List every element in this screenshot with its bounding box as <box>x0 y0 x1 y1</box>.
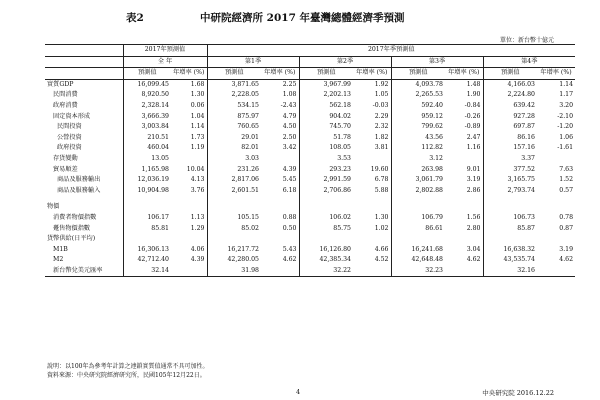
cell-growth <box>171 234 207 245</box>
cell-value: 562.18 <box>299 101 353 112</box>
cell-value: 3,967.99 <box>299 79 353 90</box>
cell-growth: 0.78 <box>559 213 574 221</box>
cell-value: 86.61 <box>391 224 445 235</box>
cell-growth: 1.04 <box>190 112 205 120</box>
cell-value: 927.28 <box>483 112 537 123</box>
cell-value: 32.23 <box>391 266 445 277</box>
cell-value: 112.82 <box>391 143 445 154</box>
table-row <box>45 122 575 133</box>
cell-growth: -2.10 <box>557 112 574 120</box>
cell-value: 460.04 <box>123 143 171 154</box>
table-number: 表2 <box>126 12 144 24</box>
cell-growth: -0.89 <box>464 123 481 131</box>
notes <box>47 363 208 380</box>
cell-growth: 4.62 <box>282 256 297 264</box>
footer-source: 中央研究院 2016.12.22 <box>482 389 554 397</box>
subheader-growth: 年增率 (%) <box>537 68 575 80</box>
cell-value <box>391 234 445 245</box>
cell-growth <box>171 202 207 213</box>
cell-value: 959.12 <box>391 112 445 123</box>
row-label: 貿易順差 <box>53 165 78 173</box>
cell-growth: -2.43 <box>280 101 297 109</box>
row-label: 政府投資 <box>57 144 82 152</box>
cell-growth: 4.39 <box>282 165 297 173</box>
cell-value: 875.97 <box>207 112 261 123</box>
cell-value: 293.23 <box>299 165 353 176</box>
row-label: 商品及服務輸入 <box>57 186 101 194</box>
cell-value: 592.40 <box>391 101 445 112</box>
row-label: 物價 <box>47 203 60 211</box>
cell-value: 85.87 <box>483 224 537 235</box>
cell-growth: 1.16 <box>466 144 481 152</box>
cell-value: 42,648.48 <box>391 255 445 266</box>
cell-growth: 5.88 <box>374 186 389 194</box>
row-label: 貨幣供給(日平均) <box>47 235 96 243</box>
subheader-value: 預測值 <box>123 68 171 80</box>
cell-value: 42,280.05 <box>207 255 261 266</box>
cell-value: 16,241.68 <box>391 245 445 256</box>
cell-growth: 4.39 <box>190 256 205 264</box>
cell-growth <box>353 266 391 277</box>
cell-growth <box>353 202 391 213</box>
cell-value: 106.79 <box>391 213 445 224</box>
cell-growth: 0.50 <box>282 224 297 232</box>
title-row <box>0 10 600 26</box>
cell-growth: 7.63 <box>559 165 574 173</box>
subheader-value: 預測值 <box>207 68 261 80</box>
cell-value: 43,535.74 <box>483 255 537 266</box>
cell-growth: 4.62 <box>466 256 481 264</box>
cell-value: 2,601.51 <box>207 186 261 197</box>
table-row <box>45 133 575 144</box>
cell-value: 16,638.32 <box>483 245 537 256</box>
cell-growth: 1.68 <box>190 80 205 88</box>
cell-growth: 1.48 <box>466 80 481 88</box>
cell-value: 3.12 <box>391 154 445 165</box>
table-row <box>45 154 575 165</box>
cell-value: 4,166.03 <box>483 79 537 90</box>
unit-note: 單位：新台幣十億元 <box>499 37 554 44</box>
header-annual: 全 年 <box>123 56 207 68</box>
subheader-value: 預測值 <box>483 68 537 80</box>
cell-value: 31.98 <box>207 266 261 277</box>
cell-value: 3,165.75 <box>483 175 537 186</box>
cell-value: 231.26 <box>207 165 261 176</box>
cell-value: 2,706.86 <box>299 186 353 197</box>
cell-value <box>207 202 261 213</box>
row-label: 新台幣兌美元匯率 <box>45 266 123 277</box>
table-row <box>45 266 575 277</box>
subheader-value: 預測值 <box>391 68 445 80</box>
cell-growth: -1.61 <box>557 144 574 152</box>
cell-growth: 1.92 <box>374 80 389 88</box>
table-row <box>45 224 575 235</box>
table-row <box>45 245 575 256</box>
cell-growth: 2.47 <box>466 133 481 141</box>
header-quarter-group: 2017年季預測值 <box>207 45 575 57</box>
cell-growth: 1.14 <box>559 80 574 88</box>
header-blank <box>45 45 123 57</box>
cell-growth <box>171 266 207 277</box>
cell-growth: 3.19 <box>466 176 481 184</box>
cell-value <box>299 202 353 213</box>
row-label: 民間投資 <box>57 123 82 131</box>
cell-growth <box>261 234 299 245</box>
table-row <box>45 79 575 90</box>
cell-growth: -1.20 <box>557 123 574 131</box>
cell-value: 13.05 <box>123 154 171 165</box>
cell-growth: 6.18 <box>282 186 297 194</box>
cell-value: 8,920.50 <box>123 90 171 101</box>
cell-value: 10,904.98 <box>123 186 171 197</box>
cell-value: 904.02 <box>299 112 353 123</box>
cell-value: 16,306.13 <box>123 245 171 256</box>
cell-value: 32.14 <box>123 266 171 277</box>
cell-growth <box>445 154 483 165</box>
cell-growth: -0.03 <box>372 101 389 109</box>
cell-growth: 3.04 <box>466 245 481 253</box>
cell-value: 29.01 <box>207 133 261 144</box>
cell-growth <box>537 154 575 165</box>
cell-value: 3,666.39 <box>123 112 171 123</box>
row-label: 躉售物價指數 <box>53 224 91 232</box>
cell-value: 85.75 <box>299 224 353 235</box>
cell-growth: 1.30 <box>190 91 205 99</box>
cell-growth: 0.06 <box>190 101 205 109</box>
cell-growth: 1.29 <box>190 224 205 232</box>
cell-value: 3.03 <box>207 154 261 165</box>
cell-growth: 3.20 <box>559 101 574 109</box>
page-number: 4 <box>296 388 301 396</box>
cell-value: 106.17 <box>123 213 171 224</box>
cell-value: 745.70 <box>299 122 353 133</box>
cell-value: 106.02 <box>299 213 353 224</box>
cell-growth: 0.57 <box>559 186 574 194</box>
header-q3: 第3季 <box>391 56 483 68</box>
cell-value: 2,793.74 <box>483 186 537 197</box>
cell-growth <box>261 266 299 277</box>
cell-value: 42,385.34 <box>299 255 353 266</box>
cell-growth: 5.43 <box>282 245 297 253</box>
cell-growth: 4.79 <box>282 112 297 120</box>
page-title: 中研院經濟所 2017 年臺灣總體經濟季預測 <box>200 12 405 24</box>
cell-value: 12,036.19 <box>123 175 171 186</box>
cell-value: 3,871.65 <box>207 79 261 90</box>
cell-value: 2,228.05 <box>207 90 261 101</box>
table-row <box>45 213 575 224</box>
cell-growth: 3.76 <box>190 186 205 194</box>
cell-value: 639.42 <box>483 101 537 112</box>
cell-value: 42,712.40 <box>123 255 171 266</box>
row-label: 民間消費 <box>53 91 78 99</box>
cell-growth <box>353 234 391 245</box>
cell-growth: 10.04 <box>186 165 205 173</box>
cell-value: 263.98 <box>391 165 445 176</box>
cell-growth: -0.26 <box>464 112 481 120</box>
cell-growth: 5.45 <box>282 176 297 184</box>
note-source: 資料來源：中央研究院經濟研究所，民國105年12月22日。 <box>47 371 206 379</box>
cell-growth: 1.30 <box>374 213 389 221</box>
cell-value: 82.01 <box>207 143 261 154</box>
cell-growth: 1.19 <box>190 144 205 152</box>
cell-growth <box>261 154 299 165</box>
cell-growth: 1.73 <box>190 133 205 141</box>
cell-growth: 4.66 <box>374 245 389 253</box>
cell-value: 2,328.14 <box>123 101 171 112</box>
cell-value: 32.16 <box>483 266 537 277</box>
cell-growth: 19.60 <box>370 165 389 173</box>
cell-value: 3.53 <box>299 154 353 165</box>
cell-value: 51.78 <box>299 133 353 144</box>
cell-growth: 2.29 <box>374 112 389 120</box>
cell-value: 3,061.79 <box>391 175 445 186</box>
cell-value: 534.15 <box>207 101 261 112</box>
cell-growth: 2.50 <box>282 133 297 141</box>
cell-value: 43.56 <box>391 133 445 144</box>
table-row <box>45 112 575 123</box>
cell-value: 2,265.53 <box>391 90 445 101</box>
cell-value: 2,817.06 <box>207 175 261 186</box>
row-label: 政府消費 <box>53 101 78 109</box>
cell-value: 32.22 <box>299 266 353 277</box>
cell-value: 16,126.80 <box>299 245 353 256</box>
cell-growth: 1.08 <box>282 91 297 99</box>
cell-value: 2,224.80 <box>483 90 537 101</box>
table-body <box>45 79 575 277</box>
cell-value: 85.81 <box>123 224 171 235</box>
cell-value: 106.73 <box>483 213 537 224</box>
row-label: M1B <box>53 245 68 253</box>
cell-value: 1,165.98 <box>123 165 171 176</box>
cell-growth: 1.90 <box>466 91 481 99</box>
subheader-growth: 年增率 (%) <box>445 68 483 80</box>
cell-value: 210.51 <box>123 133 171 144</box>
cell-growth: 4.50 <box>282 123 297 131</box>
cell-growth: 3.19 <box>559 245 574 253</box>
cell-value <box>483 234 537 245</box>
cell-growth <box>537 202 575 213</box>
cell-value <box>483 202 537 213</box>
table-row <box>45 186 575 197</box>
cell-growth: 0.87 <box>559 224 574 232</box>
table-row <box>45 165 575 176</box>
cell-growth <box>171 154 207 165</box>
cell-growth <box>353 154 391 165</box>
subheader-growth: 年增率 (%) <box>171 68 207 80</box>
cell-value: 760.65 <box>207 122 261 133</box>
cell-growth <box>445 202 483 213</box>
row-label: M2 <box>53 256 64 264</box>
cell-growth: 1.52 <box>559 176 574 184</box>
cell-value: 108.05 <box>299 143 353 154</box>
table-row <box>45 143 575 154</box>
subheader-growth: 年增率 (%) <box>353 68 391 80</box>
cell-value: 16,099.45 <box>123 79 171 90</box>
cell-value <box>123 234 171 245</box>
table-row <box>45 255 575 266</box>
cell-growth: -0.84 <box>464 101 481 109</box>
cell-growth: 2.80 <box>466 224 481 232</box>
row-label: 存貨變動 <box>53 154 78 162</box>
cell-growth <box>445 234 483 245</box>
cell-growth: 1.82 <box>374 133 389 141</box>
cell-growth: 2.25 <box>282 80 297 88</box>
cell-growth: 6.78 <box>374 176 389 184</box>
note-explanation: 說明：以100年為參考年計算之連鎖實質值通常不具可加性。 <box>47 363 209 370</box>
table-row <box>45 101 575 112</box>
cell-growth: 1.56 <box>466 213 481 221</box>
cell-value: 2,802.88 <box>391 186 445 197</box>
cell-value <box>299 234 353 245</box>
row-label: 公營投資 <box>57 133 82 141</box>
header-annual-group: 2017年預測值 <box>123 45 207 57</box>
cell-growth: 1.06 <box>559 133 574 141</box>
cell-growth: 1.05 <box>374 91 389 99</box>
subheader-value: 預測值 <box>299 68 353 80</box>
cell-growth: 1.13 <box>190 213 205 221</box>
cell-growth: 3.42 <box>282 144 297 152</box>
forecast-table <box>45 44 575 277</box>
cell-growth: 4.13 <box>190 176 205 184</box>
cell-value: 2,202.13 <box>299 90 353 101</box>
row-label: 消費者物價指數 <box>53 213 97 221</box>
header-q1: 第1季 <box>207 56 299 68</box>
cell-growth: 3.81 <box>374 144 389 152</box>
cell-value: 85.02 <box>207 224 261 235</box>
cell-value: 697.87 <box>483 122 537 133</box>
cell-growth: 1.17 <box>559 91 574 99</box>
cell-growth: 1.02 <box>374 224 389 232</box>
row-label: 實質GDP <box>47 80 74 88</box>
table-row <box>45 202 575 213</box>
header-q2: 第2季 <box>299 56 391 68</box>
subheader-growth: 年增率 (%) <box>261 68 299 80</box>
cell-growth: 4.06 <box>190 245 205 253</box>
table-row <box>45 234 575 245</box>
header-q4: 第4季 <box>483 56 575 68</box>
cell-value: 377.52 <box>483 165 537 176</box>
cell-value: 86.16 <box>483 133 537 144</box>
cell-value: 3.37 <box>483 154 537 165</box>
cell-growth: 2.86 <box>466 186 481 194</box>
cell-growth <box>445 266 483 277</box>
cell-value: 3,003.84 <box>123 122 171 133</box>
cell-value: 2,991.59 <box>299 175 353 186</box>
cell-value: 157.16 <box>483 143 537 154</box>
table-row <box>45 90 575 101</box>
cell-growth: 1.14 <box>190 123 205 131</box>
cell-growth: 2.32 <box>374 123 389 131</box>
row-label: 商品及服務輸出 <box>57 176 101 184</box>
cell-value: 16,217.72 <box>207 245 261 256</box>
header-subcolumns <box>45 68 575 80</box>
cell-value <box>123 202 171 213</box>
row-label: 固定資本形成 <box>53 112 91 120</box>
cell-growth <box>537 234 575 245</box>
cell-value <box>391 202 445 213</box>
cell-value: 4,093.78 <box>391 79 445 90</box>
cell-growth <box>537 266 575 277</box>
cell-value: 105.15 <box>207 213 261 224</box>
cell-value: 799.62 <box>391 122 445 133</box>
cell-growth <box>261 202 299 213</box>
cell-growth: 4.62 <box>559 256 574 264</box>
cell-growth: 0.88 <box>282 213 297 221</box>
table-row <box>45 175 575 186</box>
cell-growth: 4.52 <box>374 256 389 264</box>
cell-growth: 9.01 <box>466 165 481 173</box>
cell-value <box>207 234 261 245</box>
